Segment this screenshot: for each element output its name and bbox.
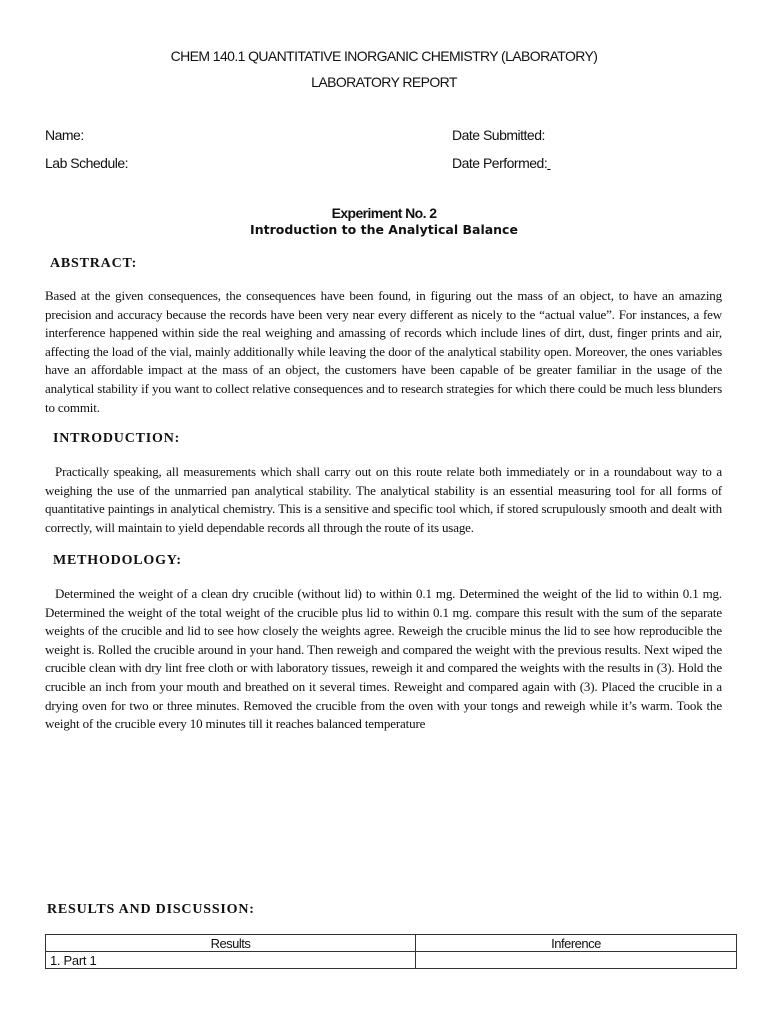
date-performed-blank (547, 155, 550, 171)
results-table (45, 934, 737, 969)
introduction-text: Practically speaking, all measurements which shall carry out on this route relate both immediately or in a roundabout way to a weighing the use of the unmarried pan analytical stability. The analytical stability is an essential measuring tool for all forms of quantitative paintings in analytical chemistry. This is a sensitive and specific tool which, if stored scrupulously smooth and dealt with correctly, will maintain to yield dependable records all through the route of its usage. (45, 464, 722, 535)
inference-cell (416, 952, 737, 969)
table-row (46, 952, 737, 969)
experiment-number: Experiment No. 2 (331, 205, 437, 221)
abstract-heading: ABSTRACT: (50, 256, 138, 271)
date-performed-field-label: Date Performed: (452, 155, 548, 171)
results-table-header-row (46, 935, 737, 952)
course-title: CHEM 140.1 QUANTITATIVE INORGANIC CHEMISTRY (LABORATORY) (170, 48, 598, 64)
report-type-title: LABORATORY REPORT (311, 74, 457, 90)
lab-schedule-field-label: Lab Schedule: (45, 155, 129, 171)
introduction-heading: INTRODUCTION: (53, 431, 181, 446)
experiment-title: Introduction to the Analytical Balance (250, 222, 518, 237)
results-column-header: Results (46, 935, 416, 952)
abstract-text: Based at the given consequences, the consequences have been found, in figuring out the mass of an object, to have an amazing precision and accuracy because the records have been very near every different as nicely to the “actual value”. For instances, a few interference happened within side the real weighing and amassing of records which include lines of dirt, dust, finger prints and air, affecting the load of the vial, mainly additionally while leaving the door of the analytical stability open. Moreover, the ones variables have an affordable impact at the mass of an object, the customers have been capable of be greater familiar in the usage of the analytical stability if you want to collect relative consequences and to research strategies for which there could be much less blunders to commit. (45, 288, 722, 415)
methodology-heading: METHODOLOGY: (53, 553, 182, 568)
results-heading: RESULTS AND DISCUSSION: (47, 902, 255, 917)
name-field-label: Name: (45, 127, 84, 143)
inference-column-header: Inference (416, 935, 737, 952)
methodology-text: Determined the weight of a clean dry crucible (without lid) to within 0.1 mg. Determined the weight of the lid to within 0.1 mg. Determined the weight of the total weight of the crucible plus lid to within 0.1 mg. compare this result with the sum of the separate weights of the crucible and lid to see how closely the weights agree. Reweigh the crucible minus the lid to see how reproducible the weight is. Rolled the crucible around in your hand. Then reweigh and compared the weight with the previous results. Next wiped the crucible clean with dry lint free cloth or with laboratory tissues, reweigh it and compared the weights with the results in (3). Hold the crucible an inch from your mouth and breathed on it several times. Reweight and compared again with (3). Placed the crucible in a drying oven for two or three minutes. Removed the crucible from the oven with your tongs and reweigh while it’s warm. Took the weight of the crucible every 10 minutes till it reaches balanced temperature (45, 586, 722, 732)
results-cell: 1. Part 1 (46, 952, 416, 969)
date-submitted-field-label: Date Submitted: (452, 127, 545, 143)
date-performed-field (452, 155, 551, 171)
